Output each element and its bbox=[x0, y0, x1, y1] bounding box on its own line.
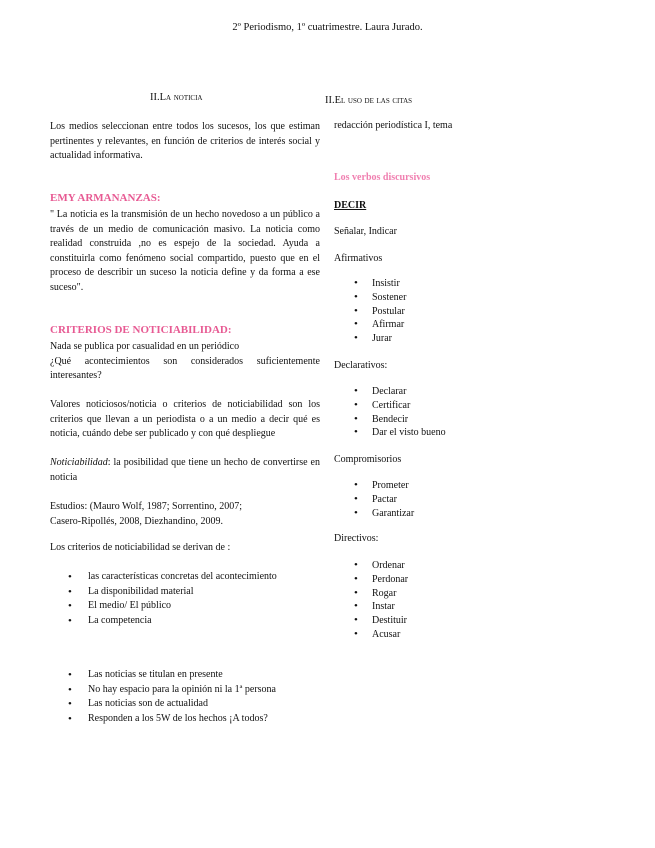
directivos-list bbox=[334, 559, 624, 642]
noticiabilidad-def: : la posibilidad que tiene un hecho de convertirse en noticia bbox=[50, 457, 320, 483]
criteria-list bbox=[50, 570, 340, 628]
list-item: • Las noticias se titulan en presente bbox=[50, 668, 340, 683]
estudios-block bbox=[50, 500, 320, 529]
list-item: • las características concretas del acontecimiento bbox=[50, 570, 340, 585]
compromisorios-label: Compromisorios bbox=[334, 454, 402, 465]
list-item: • Postular bbox=[334, 305, 624, 319]
list-item: • Dar el visto bueno bbox=[334, 426, 624, 440]
noticia-rules-list bbox=[50, 668, 340, 726]
valores-paragraph: Valores noticiosos/noticia o criterios de noticiabilidad son los criterios que llevan a un periodista o a un medio a decir qué es noticia, cuándo debe ser publicado y con qué despliegue bbox=[50, 399, 320, 439]
citas-subtitle: redacción periodística I, tema bbox=[334, 120, 453, 131]
criteria-heading bbox=[50, 324, 320, 336]
criteria-colon: : bbox=[227, 324, 232, 336]
estudios-line-1: Estudios: (Mauro Wolf, 1987; Sorrentino, 2007; bbox=[50, 501, 243, 512]
list-item: • Rogar bbox=[334, 587, 624, 601]
list-item: • Perdonar bbox=[334, 573, 624, 587]
decir-heading: DECIR bbox=[334, 200, 367, 211]
list-item: • Garantizar bbox=[334, 507, 624, 521]
section-title-citas: II.El uso de las citas bbox=[325, 95, 413, 106]
list-item: • Ordenar bbox=[334, 559, 624, 573]
list-item: • Afirmar bbox=[334, 318, 624, 332]
list-item: • Declarar bbox=[334, 385, 624, 399]
list-item: • Jurar bbox=[334, 332, 624, 346]
criteria-line-1: Nada se publica por casualidad en un periódico bbox=[50, 341, 240, 352]
list-item: • Las noticias son de actualidad bbox=[50, 697, 340, 712]
list-item: • Bendecir bbox=[334, 413, 624, 427]
page-header: 2º Periodismo, 1º cuatrimestre. Laura Jurado. bbox=[232, 22, 423, 33]
criteria-text bbox=[50, 340, 320, 384]
intro-paragraph: Los medios seleccionan entre todos los sucesos, los que estiman pertinentes y relevantes, en función de criterios de interés social y actualidad informativa. bbox=[50, 121, 320, 161]
directivos-label: Directivos: bbox=[334, 533, 379, 544]
author-colon: : bbox=[156, 192, 161, 204]
list-item: • Certificar bbox=[334, 399, 624, 413]
author-quote: " La noticia es la transmisión de un hecho novedoso a un público a través de un medio de comunicación masivo. La noticia como realidad construida ,no es espejo de la sociedad. Ayuda a constituirla como fenómeno social compartido, puesto que en el proceso de describir un suceso la noticia define y da forma a ese suceso". bbox=[50, 209, 320, 293]
list-item: • Instar bbox=[334, 600, 624, 614]
derivan-text: Los criterios de noticiabilidad se derivan de : bbox=[50, 542, 231, 553]
estudios-line-2: Casero-Ripollés, 2008, Diezhandino, 2009. bbox=[50, 515, 224, 527]
compromisorios-list bbox=[334, 479, 624, 520]
list-item: • No hay espacio para la opinión ni la 1ª persona bbox=[50, 683, 340, 698]
noticiabilidad-definition bbox=[50, 456, 320, 485]
author-heading bbox=[50, 192, 320, 204]
criteria-line-2: ¿Qué acontecimientos son considerados suficientemente interesantes? bbox=[50, 355, 320, 381]
noticiabilidad-term: Noticiabilidad bbox=[50, 457, 108, 468]
afirmativos-list bbox=[334, 277, 624, 346]
criteria-title: CRITERIOS DE NOTICIABILIDAD bbox=[50, 324, 228, 336]
section-title-noticia: II.La noticia bbox=[150, 92, 203, 103]
verbos-title: Los verbos discursivos bbox=[334, 172, 431, 183]
list-item: • Insistir bbox=[334, 277, 624, 291]
list-item: • Destituir bbox=[334, 614, 624, 628]
list-item: • Acusar bbox=[334, 628, 624, 642]
list-item: • Responden a los 5W de los hechos ¡A todos? bbox=[50, 712, 340, 727]
declarativos-label: Declarativos: bbox=[334, 360, 388, 371]
author-name: EMY ARMANANZAS bbox=[50, 192, 157, 204]
list-item: • La disponibilidad material bbox=[50, 585, 340, 600]
declarativos-list bbox=[334, 385, 624, 440]
afirmativos-label: Afirmativos bbox=[334, 253, 383, 264]
list-item: • La competencia bbox=[50, 614, 340, 629]
list-item: • Sostener bbox=[334, 291, 624, 305]
list-item: • Prometer bbox=[334, 479, 624, 493]
list-item: • El medio/ El público bbox=[50, 599, 340, 614]
list-item: • Pactar bbox=[334, 493, 624, 507]
senalar-text: Señalar, Indicar bbox=[334, 226, 397, 237]
